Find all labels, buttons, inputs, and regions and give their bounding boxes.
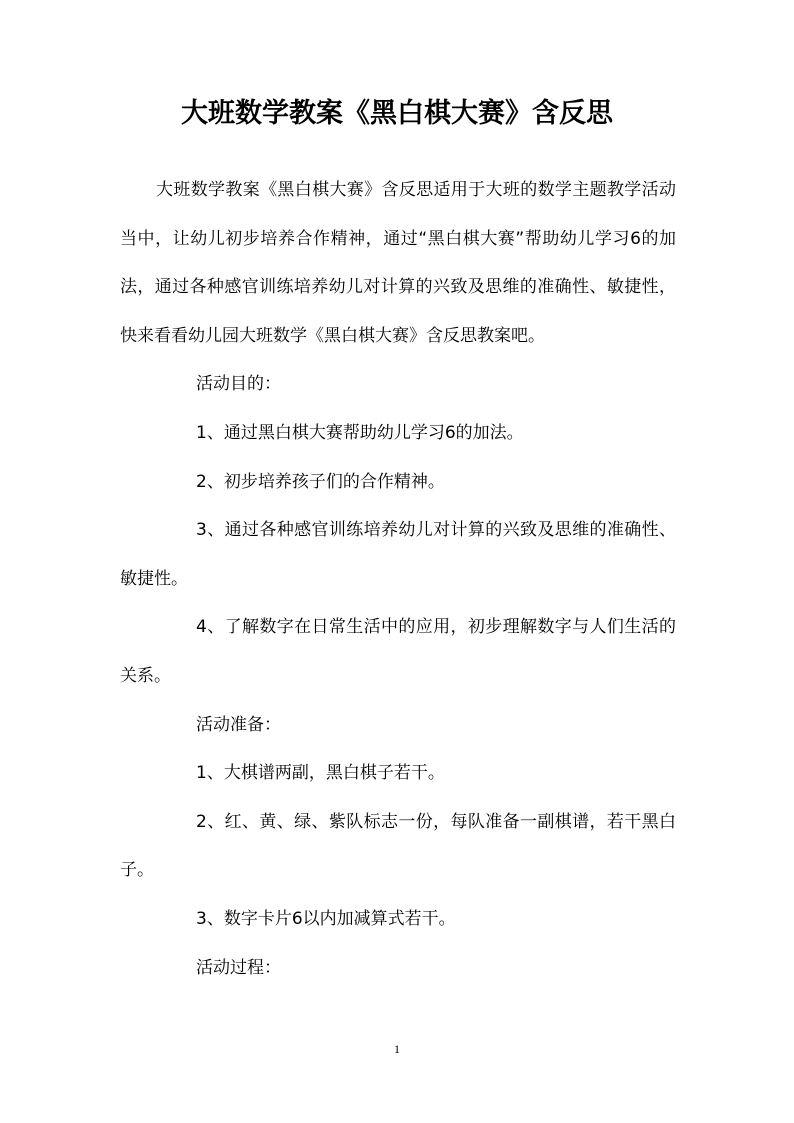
prep-item-3: 3、数字卡片6以内加减算式若干。 bbox=[196, 908, 456, 929]
page-number: 1 bbox=[394, 1042, 400, 1056]
goals-heading: 活动目的： bbox=[196, 374, 281, 395]
goal-item-2: 2、初步培养孩子们的合作精神。 bbox=[196, 471, 445, 492]
goal-item-1: 1、通过黑白棋大赛帮助幼儿学习6的加法。 bbox=[196, 422, 524, 443]
goal-item-4: 4、了解数字在日常生活中的应用，初步理解数字与人们生活的关系。 bbox=[120, 617, 676, 686]
prep-item-1: 1、大棋谱两副，黑白棋子若干。 bbox=[196, 763, 445, 784]
goal-item-3: 3、通过各种感官训练培养幼儿对计算的兴致及思维的准确性、敏捷性。 bbox=[120, 520, 676, 589]
document-body bbox=[120, 166, 676, 992]
intro-paragraph: 大班数学教案《黑白棋大赛》含反思适用于大班的数学主题教学活动当中，让幼儿初步培养合作精神，通过“黑白棋大赛”帮助幼儿学习6的加法，通过各种感官训练培养幼儿对计算的兴致及思维的准确性、敏捷性，快来看看幼儿园大班数学《黑白棋大赛》含反思教案吧。 bbox=[120, 180, 676, 346]
prep-item-2: 2、红、黄、绿、紫队标志一份，每队准备一副棋谱，若干黑白子。 bbox=[120, 811, 676, 881]
prep-heading: 活动准备： bbox=[196, 714, 281, 735]
process-heading: 活动过程： bbox=[196, 957, 281, 978]
document-title: 大班数学教案《黑白棋大赛》含反思 bbox=[181, 98, 613, 129]
